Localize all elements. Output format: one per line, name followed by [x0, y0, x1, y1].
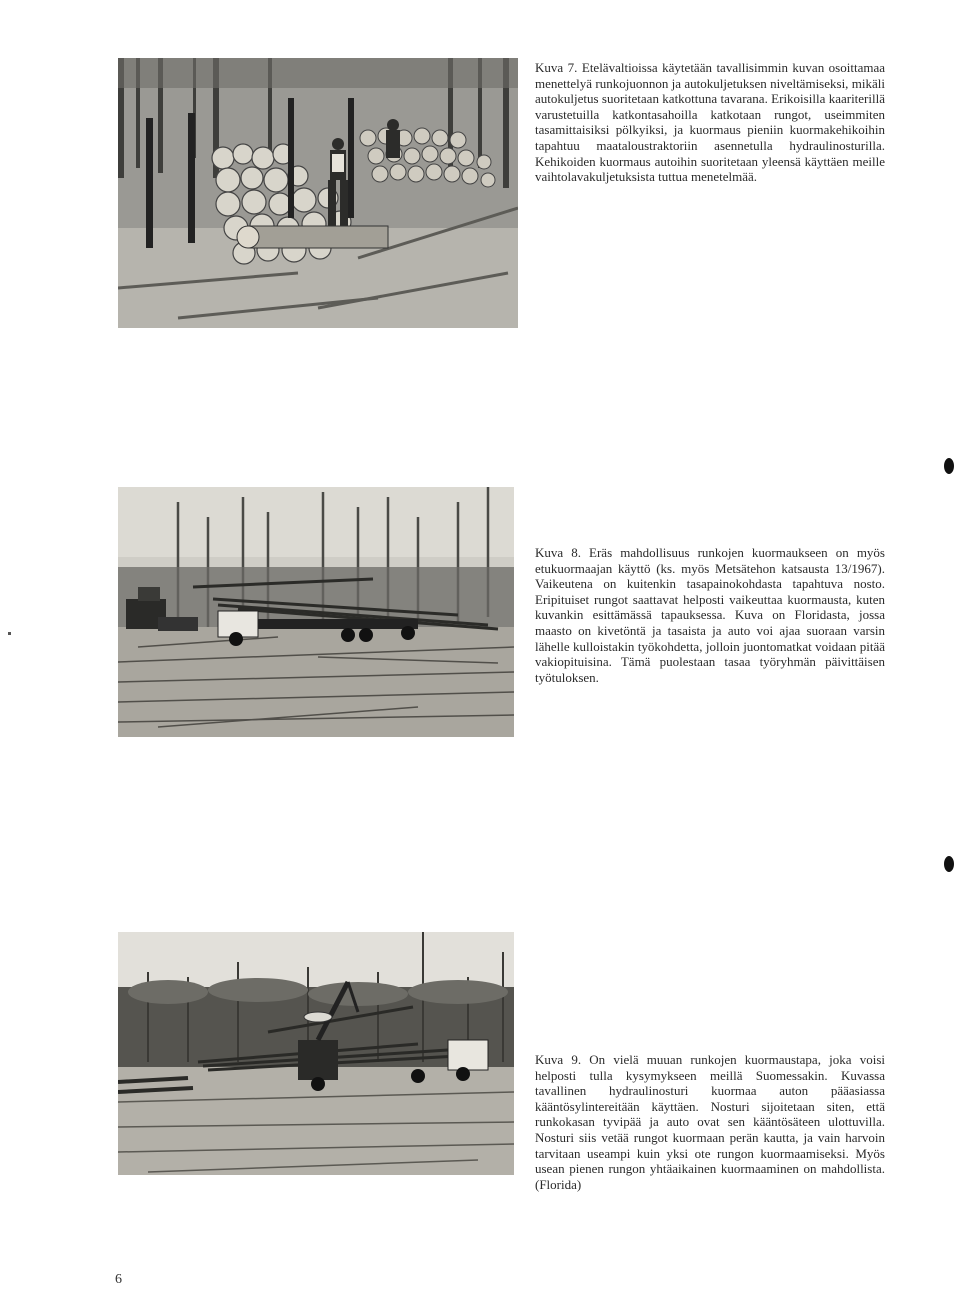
stray-mark: [8, 632, 11, 635]
figure-9-caption: Kuva 9. On vielä muuan runkojen kuormaustapa, joka voisi helposti tulla kysymykseen meillä Suomessakin. Kuvassa tavallinen hydraulinosturi kuormaa auton pääasiassa kääntösylintereitään käyttäen. Nosturi sijoitetaan siten, että runkokasan tyvipää ja auto ovat sen kääntösäteen ulottuvilla. Nosturi siis vetää rungot kuormaan perän kautta, ja vain harvoin tarvitaan useampi kuin yksi ote rungon kuormaamiseksi. Myös usean pienen rungon yhtäaikainen kuormaaminen on mahdollista. (Florida): [535, 1052, 885, 1192]
figure-7-caption: Kuva 7. Etelävaltioissa käytetään tavallisimmin kuvan osoittamaa menettelyä runkojuonnon ja autokuljetuksen niveltämiseksi, mikäli autokuljetus suoritetaan katkottuna tavarana. Erikoisilla kaariterillä varustetuilla katkontasahoilla katkotaan rungot, useimmiten tasamittaisiksi pölkyiksi, ja kuormaus pieniin kuormakehikoihin tapahtuu maataloustraktoriin asennetulla hydraulinosturilla. Kehikoiden kuormaus autoihin suoritetaan yleensä käyttäen meille vaihtolavakuljetuksista tuttua menetelmää.: [535, 60, 885, 185]
figure-8-caption: Kuva 8. Eräs mahdollisuus runkojen kuormaukseen on myös etukuormaajan käyttö (ks. myös Metsätehon katsausta 13/1967). Vaikeutena on kuitenkin tasapainokohdasta tapahtuva nosto. Eripituiset rungot saattavat helposti vaikeuttaa kuormausta, kuten kuvankin esittämässä tapauksessa. Kuva on Floridasta, jossa maasto on kivetöntä ja tasaista ja auto voi ajaa suoraan varsin lähelle kulloistakin työkohdetta, jolloin juontomatkat voidaan pitää vakiopituisina. Tämä puolestaan tasaa työryhmän päivittäisen työtuloksen.: [535, 545, 885, 685]
figure-9-photo: [118, 932, 514, 1175]
margin-punch-mark-lower: [944, 856, 954, 872]
figure-7-photo: [118, 58, 518, 328]
page-number: 6: [115, 1272, 122, 1287]
figure-8-photo: [118, 487, 514, 737]
margin-punch-mark-upper: [944, 458, 954, 474]
